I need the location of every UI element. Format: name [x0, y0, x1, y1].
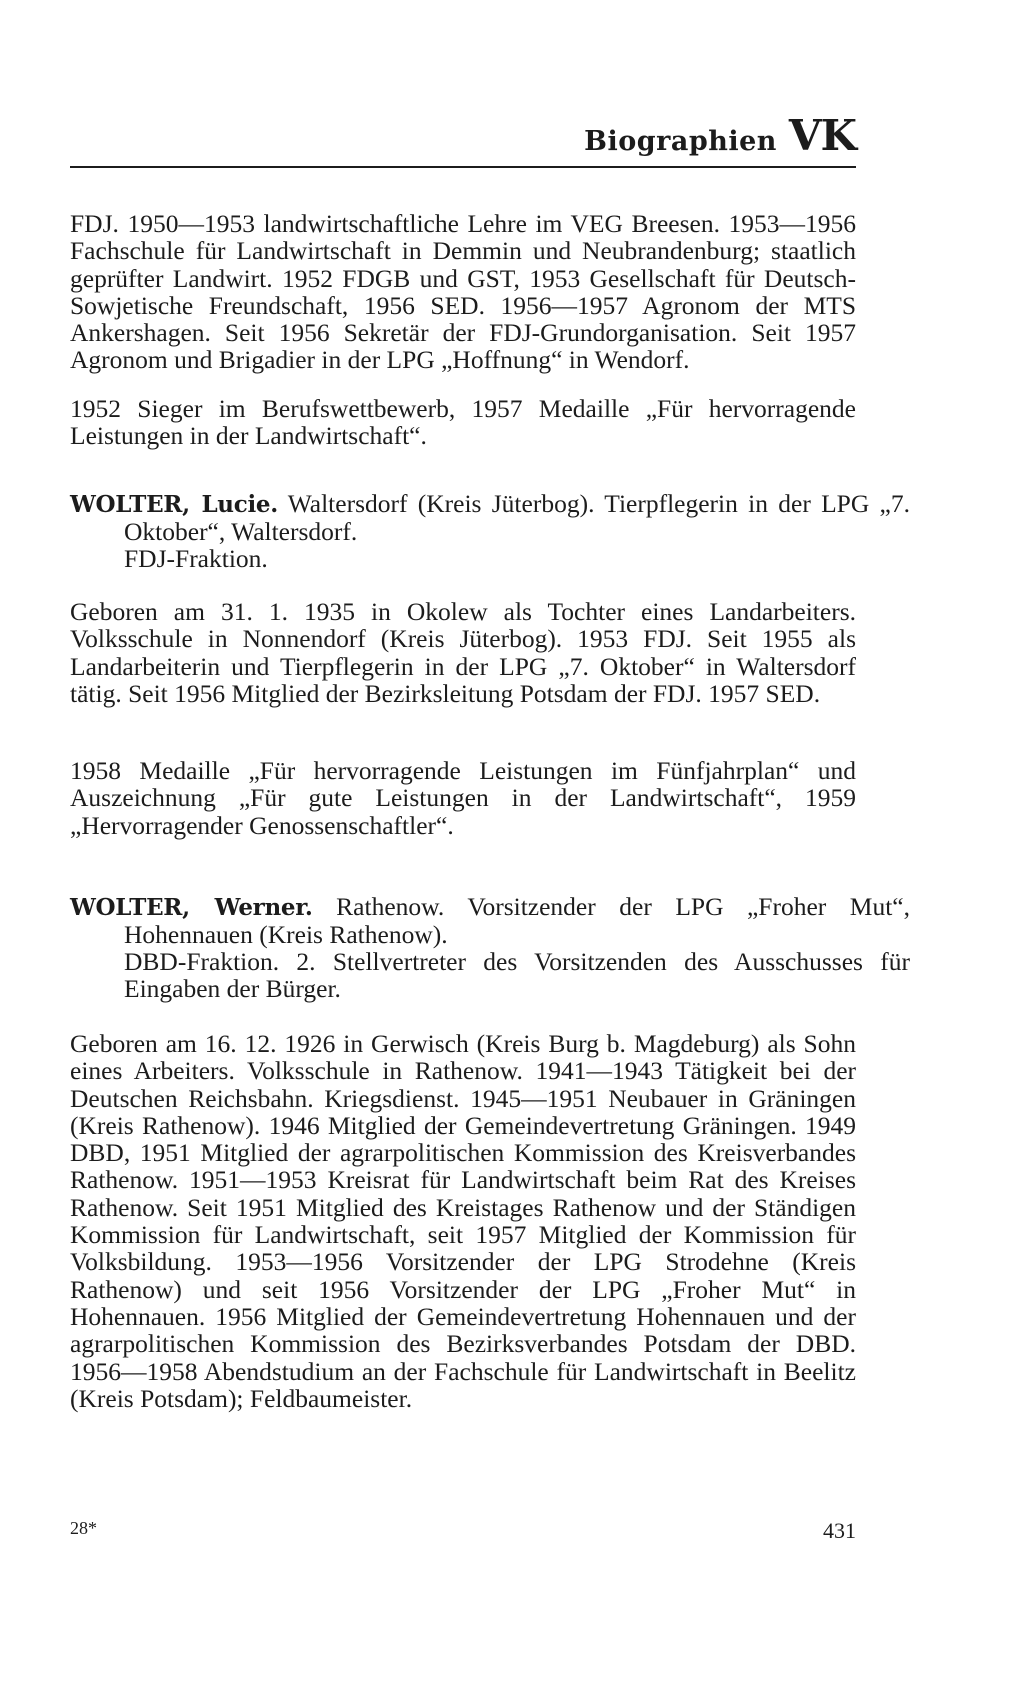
entry-faction-werner: DBD-Fraktion. 2. Stellvertreter des Vorsitzenden des Ausschusses für Eingaben der Bürger.	[124, 947, 910, 1004]
entry-name-lucie: WOLTER, Lucie.	[70, 491, 278, 518]
page-number: 431	[823, 1518, 856, 1543]
sheet-signature: 28*	[70, 1518, 97, 1538]
page-footer	[70, 1518, 856, 1550]
entry-heading-werner-text: Rathenow. Vorsitzender der LPG „Froher Mut“, Hohennauen (Kreis Rathenow).	[124, 892, 911, 950]
header-title	[584, 111, 856, 160]
entry-bio-lucie: Geboren am 31. 1. 1935 in Okolew als Tochter eines Landarbeiters. Volksschule in Nonnendorf (Kreis Jüterbog). 1953 FDJ. Seit 1955 als Landarbeiterin und Tierpflegerin in der LPG „7. Oktober“ in Waltersdorf tätig. Seit 1956 Mitglied der Bezirksleitung Potsdam der FDJ. 1957 SED.	[70, 597, 856, 708]
entry-bio-werner: Geboren am 16. 12. 1926 in Gerwisch (Kreis Burg b. Magdeburg) als Sohn eines Arbeiters. Volksschule in Rathenow. 1941—1943 Tätigkeit bei der Deutschen Reichsbahn. Kriegsdienst. 1945—1951 Neubauer in Gräningen (Kreis Rathenow). 1946 Mitglied der Gemeindevertretung Gräningen. 1949 DBD, 1951 Mitglied der agrarpolitischen Kommission des Kreisverbandes Rathenow. 1951—1953 Kreisrat für Landwirtschaft beim Rat des Kreises Rathenow. Seit 1951 Mitglied des Kreistages Rathenow und der Ständigen Kommission für Landwirtschaft, seit 1957 Mitglied der Kommission für Volksbildung. 1953—1956 Vorsitzender der LPG Strodehne (Kreis Rathenow) und seit 1956 Vorsitzender der LPG „Froher Mut“ in Hohennauen. 1956 Mitglied der Gemeindevertretung Hohennauen und der agrarpolitischen Kommission des Bezirksverbandes Potsdam der DBD. 1956—1958 Abendstudium an der Fachschule für Landwirtschaft in Beelitz (Kreis Potsdam); Feldbaumeister.	[70, 1029, 856, 1413]
page	[70, 0, 911, 1689]
header-word: Biographien	[584, 126, 777, 157]
header-section-letters: VK	[788, 111, 856, 160]
entry-awards-lucie: 1958 Medaille „Für hervorragende Leistungen im Fünfjahrplan“ und Auszeichnung „Für gute Leistungen in der Landwirtschaft“, 1959 „Hervorragender Genossenschaftler“.	[70, 756, 856, 840]
entry-continuation-awards: 1952 Sieger im Berufswettbewerb, 1957 Medaille „Für hervorragende Leistungen in der Landwirtschaft“.	[70, 394, 856, 451]
entry-heading-lucie-text: Waltersdorf (Kreis Jüterbog). Tierpflegerin in der LPG „7. Oktober“, Waltersdorf.	[124, 489, 910, 547]
entry-heading-werner	[70, 893, 910, 949]
entry-faction-lucie: FDJ-Fraktion.	[124, 544, 268, 573]
running-header	[70, 112, 856, 168]
entry-name-werner: WOLTER, Werner.	[70, 894, 313, 921]
entry-heading-lucie	[70, 490, 910, 546]
entry-continuation-text: FDJ. 1950—1953 landwirtschaftliche Lehre im VEG Breesen. 1953—1956 Fachschule für Landwirtschaft in Demmin und Neubrandenburg; staatlich geprüfter Landwirt. 1952 FDGB und GST, 1953 Gesellschaft für Deutsch-Sowjetische Freundschaft, 1956 SED. 1956—1957 Agronom der MTS Ankershagen. Seit 1956 Sekretär der FDJ-Grundorganisation. Seit 1957 Agronom und Brigadier in der LPG „Hoffnung“ in Wendorf.	[70, 209, 856, 375]
